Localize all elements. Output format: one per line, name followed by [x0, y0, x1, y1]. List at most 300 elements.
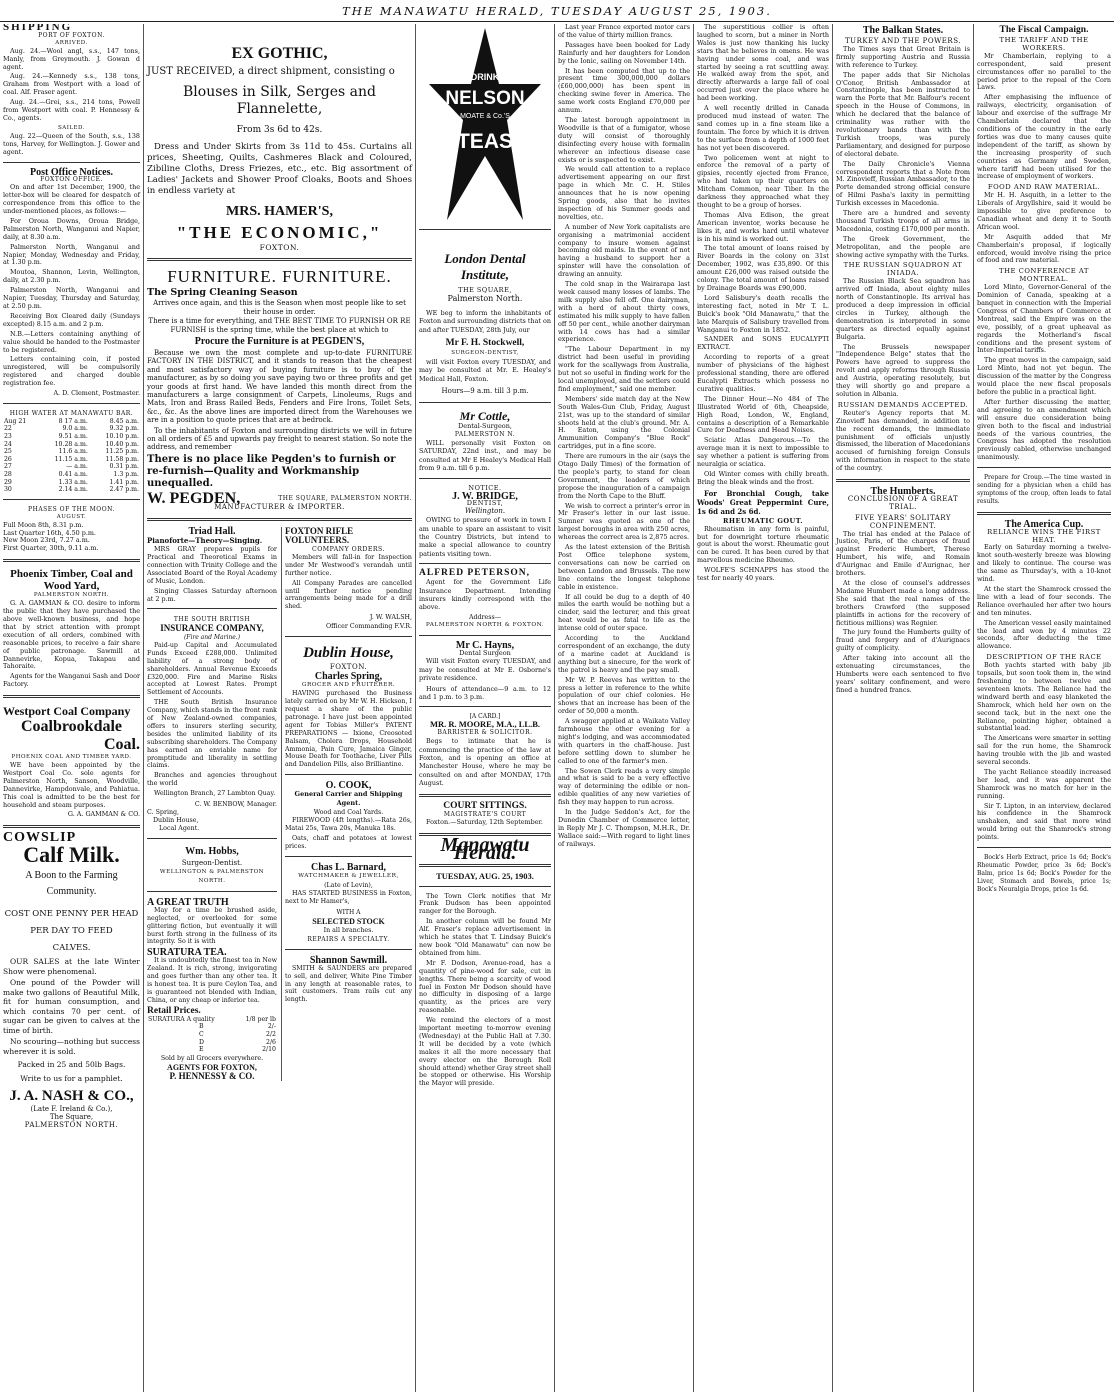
bridge-town: Wellington. [464, 507, 506, 516]
hobbs-towns: WELLINGTON & PALMERSTON NORTH. [159, 868, 265, 884]
furniture-title: FURNITURE. FURNITURE. [167, 267, 392, 286]
page-header [0, 0, 1114, 22]
news-paragraph: After emphasising the influence of railways, electricity, organisation of labour and exercise of the suffrage Mr Chamberlain declared that the conditions of the country in the early forties was due to many causes quite independent of the tariff, as shown by the increasing prosperity of such countries as Germany and Sweden, where tariff had been utilised for the increase of employment of workers. [977, 93, 1111, 181]
tide-table [3, 418, 140, 494]
lipton-text: Sir T. Lipton, in an interview, declared his confidence in the Shamrock unshaken, and said that more wind would bring out the Shamrock's strong points. [977, 801, 1111, 842]
tide-row [3, 418, 140, 426]
news-paragraph: As the latest extension of the British Post Office telephone system, conversations can now be carried on between London and Brussels. The new line contains the longest telephone cable in existence. [558, 543, 690, 591]
humberts-text: After taking into account all the extenuating circumstances, the Humberts were each sentenced to five years' solitary confinement, and were fined a hundred francs. [836, 654, 970, 694]
postmaster-sign: A. D. Clement, Postmaster. [53, 389, 140, 398]
cottle-text: WILL personally visit Foxton on SATURDAY, 22nd inst., and may be consulted at Mr E Healey's Medical Hall from 9 a.m. till 6 p.m. [419, 438, 551, 473]
barnard-sub: WATCHMAKER & JEWELLER, [298, 872, 399, 879]
sailed-heading: SAILED. [57, 124, 86, 131]
barnard-text: (Late of Levin), [324, 881, 373, 889]
sawmill-title: Shannon Sawmill. [309, 954, 388, 966]
stockwell-text: will visit Foxton every TUESDAY, and may be consulted at Mr. E. Healey's Medical Hall, Foxton. [419, 357, 551, 383]
rifle-sub: COMPANY ORDERS. [311, 545, 385, 553]
peterson-text: Agent for the Government Life Insurance Department. Intending insurers kindly correspond with the above. [419, 578, 551, 612]
tide-cell: 28 [4, 471, 12, 479]
arrival-notice: Aug. 24.—Kennedy s.s., 138 tons, Graham from Westport with a load of coal. Alf. Fraser agent. [3, 72, 140, 97]
phoenix-title: Phoenix Timber, Coal and Wood Yard, [10, 568, 133, 593]
triad-text: MRS GRAY prepares pupils for Practical and Theoretical Exams in connection with Trinity College and the Associated Board of the Royal Academy of Music, London. [147, 544, 277, 585]
procure-text: Because we own the most complete and up-to-date FURNITURE FACTORY IN THE DISTRICT, and it stands to reason that the cheapest and most satisfactory way of buying furniture is to buy of the manufacturer, as by so doing you save paying two or three profits and get your goods at first hand. We have landed this month direct from the manufacturers a large consignment of Carpets, Linoleums, Rugs and Mats, Iron and Brass Railed Beds, Fenders and Fire Irons, Toilet Sets, &c., &c. As the above lines are imported direct from the Warehouses we are in a position to quote prices that are at bedrock. [147, 349, 412, 425]
tide-row [3, 433, 140, 441]
london-dental-title: London Dental [444, 251, 526, 266]
truth-title: A GREAT TRUTH [147, 896, 229, 908]
tide-row [3, 456, 140, 464]
nelson-name: NELSON [445, 88, 525, 109]
stockwell-sub: SURGEON-DENTIST, [451, 350, 519, 357]
phoenix-location: PALMERSTON NORTH. [33, 592, 110, 599]
sbi-text: THE South British Insurance Company, which stands in the front rank of New Zealand-owned companies, offers to insurers sterling security, besides the unlimited liability of its subscribing shareholders. The Company has earned an enviable name for promptitude and liberality in settling claims. [147, 699, 277, 770]
humberts-sub: CONCLUSION OF A GREAT TRIAL. [847, 494, 959, 511]
nash-text: PALMERSTON NORTH. [24, 1121, 119, 1130]
port-heading: PORT OF FOXTON. [38, 31, 105, 39]
tide-cell: 2.14 a.m. [58, 486, 88, 494]
london-dental-title: Institute, [460, 267, 510, 282]
procure-text: To the inhabitants of Foxton and surrounding districts we will in future on all orders of £5 and upwards pay freight to nearest station. So note the address, and remember [147, 426, 412, 452]
column-6 [833, 24, 973, 1392]
news-paragraph: Lord Salisbury's death recalls the interesting fact, noted in Mr T. L. Buick's book "Old Manawatu," that the late Marquis of Salisbury travelled from Wanganui to Foxton in 1852. [697, 293, 829, 334]
dublin-title: Dublin House, [303, 645, 394, 662]
news-paragraph: Mr Chamberlain, replying to a correspondent, said present circumstances offer no parallel to the period prior to the repeal of the Corn Laws. [977, 51, 1111, 92]
tide-cell: 1.33 a.m. [58, 478, 88, 486]
russian-squadron-heading: THE RUSSIAN SQUADRON AT INIADA. [843, 261, 963, 278]
bridge-text: OWING to pressure of work in town I am unable to spare an assistant to visit the Country Districts, but intend to make a special allowance to country patients visiting town. [419, 516, 551, 558]
notice-heading: NOTICE. [468, 483, 502, 492]
column-2 [144, 24, 415, 1392]
conference-text: Lord Minto, Governor-General of the Dominion of Canada, speaking at a banquet in connection with the Imperial Congress of Chambers of Commerce at Montreal, said the Empire was on the eve, possibly, of a great upheaval as regards the Motherland's fiscal conditions and the present system of Inter-Imperial tariffs. [977, 283, 1111, 355]
sbi-text: Paid-up Capital and Accumulated Funds Exceed £288,000. Unlimited liability of a strong body of shareholders. Annual Revenue Exceeds £320,000. Fire and Marine Risks accepted at Lowest Rates. Prompt Settlement of Accounts. [147, 641, 277, 697]
conference-heading: THE CONFERENCE AT MONTREAL. [999, 267, 1089, 284]
editorial-paragraph: We remind the electors of a most important meeting to-morrow evening (Wednesday) at the Public Hall at 7.30. It will be decided by a vote (which makes it all the more necessary that every elector on the Borough Roll should attend) whether Gray street shall be stopped or otherwise. His Worship the Mayor will preside. [419, 1016, 551, 1088]
sailing-notice: Aug. 22—Queen of the South, s.s., 138 tons, Harvey, for Wellington. J. Gower and agent. [3, 131, 140, 156]
price-cell: C [199, 1030, 204, 1038]
haynes-text: Will visit Foxton every TUESDAY, and may be consulted at Mr E. Osborne's private residence. [419, 657, 551, 683]
cook-text: Oats, chaff and potatoes at lowest prices. [284, 835, 412, 850]
post-office-text: For Oroua Downs, Oroua Bridge, Palmerston North, Wanganui and Napier, daily, at 8.30 a.m. [3, 216, 140, 241]
price-row [147, 1031, 277, 1039]
procure-title: Procure the Furniture is at PEGDEN'S, [194, 336, 365, 347]
sbi-sub: (Fire and Marine.) [183, 633, 241, 641]
news-paragraph: We would call attention to a replace advertisement appearing on our first page in which Mr. C. H. Stiles announces that he is now opening Spring goods, also that he invites inspection of his Summer goods and novelties, etc. [558, 165, 690, 221]
tide-cell: 11.58 p.m. [105, 455, 139, 463]
sawmill-text: SMITH & SAUNDERS are prepared to sell, and deliver, White Pine Timber in any length at reasonable rates, to suit customers. Tram rails cut any length. [284, 964, 412, 1004]
fiscal-title: The Fiscal Campaign. [999, 25, 1089, 35]
suratura-text: It is undoubtedly the finest tea in New Zealand. It is rich, strong, invigorating and goes further than any other tea. It is honest tea. It is pure Ceylon Tea, and is guaranteed not blended with Indian, China, or any cheap or inferior tea. [147, 957, 277, 1004]
cook-yards: Wood and Coal Yards. [313, 809, 384, 817]
news-paragraph: The superstitious collier is often laughed to scorn, but a miner in North Wales is just now thanking his lucky stars that he believes in omens. He was having under some coal, and was started by seeing a rat scuttling away. He walked away from the spot, and directly afterwards a large fall of coal occurred just over the place where he had been working. [697, 24, 829, 103]
price-cell: D [199, 1038, 204, 1046]
tide-cell: 1.3 p.m. [113, 471, 139, 479]
ex-gothic-text: JUST RECEIVED, a direct shipment, consisting o [147, 66, 395, 77]
tide-cell: 23 [4, 433, 12, 441]
post-office-sub: FOXTON OFFICE. [40, 176, 103, 184]
cup-text: The American vessel easily maintained the lead and won by 4 minutes 22 seconds, after deducting the time allowance. [977, 618, 1111, 651]
column-3 [416, 24, 554, 1392]
london-square: THE SQUARE, [458, 286, 512, 294]
moore-name: MR. R. MOORE, M.A., LL.B. [429, 719, 541, 730]
news-paragraph: It has been computed that up to the present time 300,000,000 dollars (£60,000,000) has been spent in checking swine fever in America. The same work costs England £70,000 per annum. [558, 66, 690, 115]
news-paragraph: According to the Auckland correspondent of an exchange, the duty of a marine cadet at Auckland is anything but a sinecure, for the work of the patrol is heavy and the pay small. [558, 634, 690, 674]
tide-cell: 9.51 a.m. [58, 433, 88, 441]
price-table [147, 1016, 277, 1054]
news-paragraph: Old Winter comes with chilly breath. Bring the bleak winds and the frost. [697, 469, 829, 486]
balkan-paragraphs [836, 46, 970, 260]
sbi-title: INSURANCE COMPANY, [160, 622, 264, 633]
nash-text: (Late F. Ireland & Co.), [30, 1105, 113, 1114]
tide-cell: 11.25 p.m. [105, 448, 139, 456]
nelson-moate: MOATE & Co.'S [460, 113, 510, 120]
spring-title: The Spring Cleaning Season [147, 287, 298, 298]
sbi-local: Dublin House, [153, 817, 199, 824]
col2-right [281, 527, 412, 1081]
london-text: WE beg to inform the inhabitants of Foxton and surrounding districts that on and after TUESDAY, 28th July, our [419, 308, 551, 334]
calf-text: Packed in 25 and 50lb Bags. [17, 1060, 126, 1070]
nelson-star-logo [425, 24, 545, 224]
post-office-text: Moutoa, Shannon, Levin, Wellington, daily, at 2.30 p.m. [3, 268, 140, 285]
barnard-text: In all branches. [323, 926, 374, 934]
high-water-title: HIGH WATER AT MANAWATU BAR. [9, 409, 134, 417]
price-cell: 1/8 per lb [245, 1015, 276, 1023]
tide-cell: 8 17 a.m. [58, 417, 88, 425]
price-row [147, 1023, 277, 1031]
news-paragraph: The Times says that Great Britain is firmly supporting Austria and Russia with reference to Turkey. [836, 44, 970, 69]
cottle-name: Mr Cottle, [459, 409, 511, 424]
news-paragraph: The latest borough appointment in Woodville is that of a fumigator, whose duty will consist of thoroughly disinfecting every house with formalin wherever an infectious disease case exists or is suspected to exist. [558, 115, 690, 164]
post-office-title: Post Office Notices. [29, 166, 114, 178]
court-text: Foxton.—Saturday, 12th September. [426, 818, 543, 827]
reliance-heading: RELIANCE WINS THE FIRST HEAT. [987, 527, 1101, 544]
haynes-name: Mr C. Hayns, [455, 639, 515, 651]
calf-text: No scouring—nothing but success wherever it is sold. [3, 1037, 140, 1056]
westport-sub: PHOENIX COAL AND TIMBER YARD. [11, 754, 132, 761]
price-cell: SURATURA A quality [148, 1015, 215, 1023]
truth-text: May for a time be brushed aside, neglected, or overlooked for some glittering fiction, but eventually it will burst forth strong in the fullness of its integrity. So it is with [147, 906, 277, 946]
barnard-name: Chas L. Barnard, [310, 861, 386, 873]
bridge-name: J. W. BRIDGE, [452, 490, 518, 502]
tide-cell: 11.15 a.m. [54, 455, 88, 463]
race-text: The yacht Reliance steadily increased her lead, and it was apparent the Shamrock was no match for her in the running. [977, 767, 1111, 800]
barnard-stock: SELECTED STOCK [312, 916, 385, 926]
news-paragraph: According to reports of a great number of physicians of the highest professional standing, there are offered Eucalypti Extracts which possess no curative qualities. [697, 353, 829, 393]
grocers-note: Sold by all Grocers everywhere. [160, 1054, 264, 1062]
hennessy-name: P. HENNESSY & CO. [169, 1070, 255, 1081]
coal-title: Coal. [104, 736, 140, 754]
demands-heading: RUSSIAN DEMANDS ACCEPTED. [837, 400, 969, 409]
price-cell: 2/10 [262, 1046, 276, 1054]
peterson-name: ALFRED PETERSON, [419, 568, 531, 579]
sbi-local: C. Spring, [147, 809, 180, 817]
cup-text: At the start the Shamrock crossed the line with a lead of four seconds. The Reliance overhauled her after two hours and ten minutes. [977, 585, 1111, 617]
tide-cell: 30 [4, 486, 12, 494]
cook-name: O. COOK, [325, 780, 372, 792]
suratura-title: SURATURA TEA. [147, 947, 227, 959]
haynes-sub: Dental Surgeon [459, 648, 511, 657]
tide-cell: 10.40 p.m. [105, 440, 139, 448]
brussels-text: The Brussels newspaper "Independence Belge" states that the Powers have agreed to suppress the revolt and apply reforms through Russia and Austria, operating resolutely, but they will shortly go and prepare a solution in Albania. [836, 342, 970, 398]
conference-text: After further discussing the matter, and agreeing to an amendment which will ensure due consideration being given both to the fiscal and industrial needs of the various countries, the Congress has adopted the resolution previously cabled, otherwise unchanged unanimously. [977, 397, 1111, 462]
news-paragraph: The paper adds that Sir Nicholas O'Conor, British Ambassador at Constantinople, has been instructed to warn the Porte that Mr. Balfour's recent speech in the House of Commons, in which he declared that the balance of criminality was rather with the revolutionary bands than with the Turkish troops, was purely Parliamentary, and designed for purpose of electoral debate. [836, 70, 970, 158]
post-office-text: On and after 1st December, 1900, the letter-box will be cleared for despatch of correspondence from this office to the under-mentioned places, as follows:— [3, 183, 140, 216]
tide-cell: — a.m. [66, 463, 88, 471]
rheumatic-title: RHEUMATIC GOUT. [722, 516, 803, 525]
spring-name: Charles Spring, [314, 671, 383, 683]
barnard-repairs: REPAIRS A SPECIALTY. [307, 935, 390, 943]
peterson-address: PALMERSTON NORTH & FOXTON. [425, 621, 545, 628]
arrived-heading: ARRIVED. [55, 39, 88, 46]
americas-cup-title: The America Cup. [1004, 518, 1084, 530]
tide-row [3, 441, 140, 449]
price-cell: E [199, 1046, 204, 1054]
spring-business-text: HAVING purchased the Business lately carried on by Mr W. H. Hickson, I request a share of the public patronage. I have just been appointed agent for Tobias Miller's PATENT PREPARATIONS — Ixione, Creosoted Balsam, Cholera Drops, Household Ammonia, Pain Cure, Jamaica Ginger, Mouse Death for Toothache, Liver Pills and Dandelion Pills, also Brilliantine. [284, 690, 412, 769]
dublin-town: FOXTON. [329, 663, 368, 672]
calf-cost: CALVES. [52, 943, 91, 954]
hamer-name: MRS. HAMER'S, [226, 204, 333, 219]
tide-cell: 25 [4, 448, 12, 456]
race-text: The Americans were smarter in setting sail for the run home, the Shamrock having trouble with the jib and wasted several seconds. [977, 734, 1111, 767]
post-office-text: Palmerston North, Wanganui and Napier, Tuesday, Thursday and Saturday, at 2.50 p.m. [3, 286, 140, 310]
rifle-sign: J. W. WALSH, [369, 614, 412, 622]
post-office-text: Receiving Box Cleared daily (Sundays excepted) 8.15 a.m. and 2 p.m. [3, 311, 140, 328]
calf-cost: COST ONE PENNY PER HEAD [4, 909, 139, 920]
moon-phase: Full Moon 8th, 8.31 p.m. [3, 520, 84, 529]
tide-row [3, 486, 140, 494]
bock-advert: Bock's Herb Extract, price 1s 6d; Bock's Rheumatic Powder, price 3s 6d; Bock's Balm, price 1s 6d; Bock's Powder for the Liver, Stomach and Bowels, price 1s; Bock's Neuralgia Drops, price 1s 6d. [977, 854, 1111, 893]
russian-squadron-text: The Russian Black Sea squadron has arrived off Iniada, about eighty miles north of Constantinople. Its arrival has produced a deep impression in official circles in Turkey, although the demonstration is interpreted in some quarters as directed equally against Bulgaria. [836, 277, 970, 341]
sbi-text: Branches and agencies throughout the world [147, 772, 277, 788]
phoenix-text: Agents for the Wanganui Sash and Door Factory. [3, 672, 140, 689]
news-paragraph: Thomas Alva Edison, the great American inventor, works because he likes it, and works hard until whatever is in his mind is worked out. [697, 210, 829, 243]
cup-text: Early on Saturday morning a twelve-knot south-westerly breeze was blowing and likely to continue. The course was the same as Thursday's, with a 10-knot wind. [977, 543, 1111, 584]
arrival-notice: Aug. 24.—Grei, s.s., 214 tons, Powell from Westport with coal. P. Hennessy & Co., agents. [3, 98, 140, 122]
peterson-address: Address— [468, 613, 502, 621]
tide-cell: 29 [4, 478, 12, 486]
news-paragraph: The Greek Government, the Metropolitan, and the people are showing active sympathy with the Turks. [836, 234, 970, 259]
humberts-text: At the close of counsel's addresses Madame Humbert made a long address. She said that the real names of the brothers Crawford (the supposed plaintiffs in actions for the recovery of fictitious millions) was Regnier. [836, 579, 970, 627]
news-paragraph: If all could be dug to a depth of 40 miles the earth would be nothing but a cinder, said the lecturer, and this great heat would be as fatal to life as the intense cold of outer space. [558, 592, 690, 633]
tide-cell: 0.41 a.m. [58, 471, 88, 479]
hobbs-sub: Surgeon-Dentist. [181, 858, 243, 867]
tide-cell: 8.45 a.m. [109, 417, 139, 425]
tide-cell: 1.41 p.m. [109, 478, 139, 486]
tide-cell: 2.47 p.m. [109, 486, 139, 494]
news-paragraph: A swagger applied at a Waikato Valley farmhouse the other evening for a night's lodging, and was accommodated with quarters in the chaff-house. Just before settling down to slumber he called to one of the farmer's men. [558, 717, 690, 765]
cook-text: FIREWOOD (4ft lengths).—Rata 26s, Matai 25s, Tawa 20s, Manuka 18s. [284, 817, 412, 833]
tide-row [3, 463, 140, 471]
conference-text: The great moves in the campaign, said Lord Minto, had not yet begun. The discussion of the matter by the Congress would place the new fiscal proposals before the public in a practical light. [977, 356, 1111, 396]
post-office-text: Palmerston North, Wanganui and Napier, Monday, Wednesday and Friday, at 1.30 p.m. [3, 242, 140, 267]
news-paragraph: In the Judge Seddon's Act, for the Dunedin Chamber of Commerce letter, in Reply Mr J. C. Thompson, M.H.R., Dr. Wallace said:—With regard to light lines of railways. [558, 808, 690, 848]
edition-date: TUESDAY, AUG. 25, 1903. [436, 870, 534, 881]
westport-sign: G. A. GAMMAN & CO. [67, 810, 140, 819]
court-sub: MAGISTRATE'S COURT [443, 810, 527, 818]
economic-title: "THE ECONOMIC," [176, 223, 383, 242]
post-office-text: Letters containing coin, if posted unregistered, will be compulsorily registered and charged double registration fee. [3, 355, 140, 388]
card-label: [A CARD.] [469, 713, 501, 721]
news-paragraph: Last year France exported motor cars of the value of thirty million francs. [558, 24, 690, 39]
fiscal-paragraphs [977, 53, 1111, 182]
news-paragraph: Mr W. P. Reeves has written to the press a letter in reference to the white population of our chief colonies. He shows that an increase has been of the order of 50,000 a month. [558, 675, 690, 716]
nash-title: J. A. NASH & CO., [9, 1088, 134, 1105]
food-text: Mr Asquith added that Mr Chamberlain's proposal, if logically enforced, would involve rising the price of food and raw material. [977, 232, 1111, 265]
economic-town: FOXTON. [259, 243, 300, 252]
news-paragraph: Members' side match day at the New South Wales-Gun Club, Friday, August 21st, was up to the standard of similar shoots held at the club's ground. Mr. A. H. Eaton, using the Colonial Ammunition Company's "Blue Rock" cartridges, put in a fine score. [558, 394, 690, 451]
price-cell: 2/6 [266, 1038, 276, 1046]
spring-sub: GROCER AND FRUITERER. [301, 682, 396, 689]
sbi-local: Local Agent. [159, 824, 200, 832]
tide-cell: 22 [4, 425, 12, 433]
stockwell-name: Mr F. H. Stockwell, [445, 338, 525, 349]
calf-cost: PER DAY TO FEED [30, 926, 113, 937]
rifle-text: Members will fall-in for Inspection under Mr Westwood's verandah until further notice. [284, 553, 412, 577]
news-paragraph: Passages have been booked for Lady Rainfurly and her daughters for London by the Ionic, sailing on November 14th. [558, 40, 690, 65]
tariff-heading: THE TARIFF AND THE WORKERS. [999, 36, 1089, 52]
news-paragraph: A well recently drilled in Canada produced mud instead of water. The sand comes up in a fine steam like a fountain. The force by which it is driven to the surface from a depth of 1000 feet has not yet been discovered. [697, 104, 829, 152]
news-paragraph: We wish to correct a printer's error in Mr Fraser's letter in our last issue. Sumner was quoted as one of the largest boroughs in area with 250 acres, whereas the correct area is 2,875 acres. [558, 501, 690, 542]
editorial-paragraph: The Town Clerk notifies that Mr Frank Dudson has been appointed ranger for the Borough. [419, 891, 551, 916]
balkan-title: The Balkan States. [862, 25, 944, 36]
phoenix-text: G. A. GAMMAN & CO. desire to inform the public that they have purchased the above well-known business, and hope that by strict attention with prompt execution of all orders, combined with reasonable prices, to receive a fair share of public patronage. Sawmill at Dannevirke, Kopua, Takapau and Tahoraite. [3, 599, 140, 671]
news-paragraph: SANDER and SONS EUCALYPTI EXTRACT. [697, 335, 829, 352]
shipping-title: SHIPPING [3, 24, 73, 33]
col2-left [147, 527, 277, 1081]
food-text: Mr H. H. Asquith, in a letter to the Liberals of Argyllshire, said it would be impossible to give preference to Canadian wheat and deny it to South African wool. [977, 191, 1111, 231]
sbi-sign: C. W. BENBOW, Manager. [194, 801, 277, 809]
tide-cell: 11.6 a.m. [58, 448, 88, 456]
barnard-text: HAS STARTED BUSINESS in Foxton, next to Mr Hamer's, [284, 889, 412, 905]
editorial-paragraph: Mr F. Dodson, Avenue-road, has a quantity of pine-wood for sale, cut in lengths. There being a scarcity of wood fuel in Foxton Mr Dodson should have no difficulty in disposing of a large quantity, as the prices are very reasonable. [419, 958, 551, 1015]
price-cell: 2/2 [266, 1030, 276, 1038]
triad-text: Singing Classes Saturday afternoon at 2 p.m. [147, 586, 277, 603]
demands-text: Reuter's Agency reports that M. Zinovieff has demanded, in addition to the recent demands, the immediate punishment of officials unjustly dismissed, the liberation of Macedonians accused of furnishing foreign Consuls with information in respect to the state of the country. [836, 408, 970, 473]
price-row [147, 1016, 277, 1024]
pegden-name: W. PEGDEN, [147, 489, 241, 507]
news-paragraph: The Sowen Clerk reads a very simple and what is said to be a very effective way of determining the edible or non-edible qualities of any new varieties of fish they may happen to run across. [558, 766, 690, 807]
post-office-text: N.B.—Letters containing anything of value should be handed to the Postmaster to be registered. [3, 329, 140, 354]
tide-cell: 24 [4, 440, 12, 448]
news-paragraph: There are a hundred and seventy thousand Turkish troops of all arms in Macedonia, costing £170,000 per month. [836, 209, 970, 233]
news-paragraph: "The Labour Department in my district had been useful in providing work for the scallywags from Australia, but not so useful in finding work for the local unemployed, and the settlers could find employment," said one member. [558, 345, 690, 393]
tide-cell: Aug 21 [4, 417, 27, 425]
news-paragraph: There are rumours in the air (says the Otago Daily Times) of the formation of the people's party, to stand for clean Government, the leaders of which propose the inauguration of a campaign from the North Cape to the Bluff. [558, 452, 690, 500]
barnard-text: WITH A [336, 908, 361, 916]
pegden-slogan: There is no place like Pegden's to furnish or re-furnish—Quality and Workmanship unequalled. [147, 453, 396, 489]
news-paragraph: The Daily Chronicle's Vienna correspondent reports that a Note from M. Zinovieff, Russian Ambassador, to the Porte demanded strong official censure of Hilmi Pasha's laxity in permitting Turkish excesses in Macedonia. [836, 159, 970, 208]
column-7 [974, 24, 1114, 1392]
cook-sub: General Carrier and Shipping Agent. [294, 790, 403, 808]
moore-sub: BARRISTER & SOLICITOR. [437, 729, 533, 737]
nelson-teas: TEAS [456, 130, 514, 153]
tide-cell: 0.31 p.m. [109, 463, 139, 471]
tide-row [3, 479, 140, 487]
spring-text: Arrives once again, and this is the Season when most people like to set their house in order. [153, 299, 406, 316]
cottle-town: PALMERSTON N. [454, 431, 516, 439]
editorial-paragraph: In another column will be found Mr Alf. Fraser's replace advertisement in which he states that T. Lindsay Buick's new book "Old Manawatu" can now be obtained from him. [419, 917, 551, 957]
ex-gothic-title: EX GOTHIC, [231, 45, 328, 62]
spring-text: There is a time for everything, and THE BEST TIME TO FURNISH OR RE FURNISH is the spring time, while the best place at which to [148, 317, 411, 334]
moon-phase: New Moon 23rd, 7.27 a.m. [3, 536, 90, 545]
news-paragraphs [558, 24, 690, 849]
arrival-notice: Aug. 24.—Wool angl, s.s., 147 tons, Manly, from Greymouth. J. Gowan d agent. [3, 46, 140, 71]
tide-cell: 10.10 p.m. [105, 433, 139, 441]
rifle-sign: Officer Commanding F.V.R. [326, 623, 412, 631]
humberts-sub: FIVE YEARS' SOLITARY CONFINEMENT. [855, 513, 951, 530]
tide-cell: 10.28 a.m. [54, 440, 88, 448]
news-paragraph: Two policemen went at night to enforce the removal of a party of gipsies, recently ejected from France, who had taken up their quarters on Mitcham Common, near Tiber. In the darkness they approached what they thought to be a group of horses. [697, 153, 829, 209]
calf-boon: A Boon to the Farming Community. [25, 870, 118, 898]
tide-row [3, 448, 140, 456]
race-text: Both yachts started with baby jib topsails, but soon took them in, the wind freshening to between twelve and seventeen knots. The Reliance had the windward berth and easy blanketed the Shamrock, which held her own on the second tack, but in the next one the Reliance, pointing higher, obtained a substantial lead. [977, 661, 1111, 733]
peppermint-advert: For Bronchial Cough, take Woods' Great Peppermint Cure, 1s 6d and 2s 6d. [697, 488, 829, 516]
news-paragraph: The cold snap in the Wairarapa last week caused many losses of lambs. The milk supply also fell off. One dairyman, with a herd of about thirty cows, estimated his milk supply to have fallen off 50 per cent., while another dairyman with 14 cows has had a similar experience. [558, 280, 690, 344]
column-5 [694, 24, 832, 1392]
tide-cell: 26 [4, 455, 12, 463]
humberts-text: The jury found the Humberts guilty of fraud and forgery and of d'Aurignacs guilty of complicity. [836, 628, 970, 653]
pegden-address: THE SQUARE, PALMERSTON NORTH. [278, 494, 412, 502]
calf-milk-title: Calf Milk. [23, 842, 120, 868]
humberts-text: The trial has ended at the Palace of Justice, Paris, of the charges of fraud against Frederic Humbert, Therese Humbert, his wife, and Romain d'Aurignac and Emile d'Aurignac, her brothers. [836, 529, 970, 578]
london-town: Palmerston North. [447, 293, 523, 303]
tide-cell: 9.0 a.m. [62, 425, 88, 433]
tide-cell: 9.32 p.m. [109, 425, 139, 433]
court-title: COURT SITTINGS. [443, 800, 527, 811]
westport-text: WE have been appointed by the Westport Coal Co. sole agents for Palmerston North, Sanson, Woodville, Dannevirke, Hampdonvale, and Pahiatua. This coal is admitted to be the best for household and steam purposes. [3, 761, 140, 809]
moon-title: PHASES OF THE MOON. [28, 505, 115, 513]
tide-cell: 27 [4, 463, 12, 471]
tide-row [3, 425, 140, 433]
haynes-text: Hours of attendance—9 a.m. to 12 and 1 p.m. to 3 p.m. [419, 684, 551, 702]
sbi-text: Wellington Branch, 27 Lambton Quay. [154, 790, 276, 798]
price-row [147, 1046, 277, 1054]
cowslip-title: COWSLIP [3, 830, 77, 846]
column-1 [0, 24, 143, 1392]
retail-title: Retail Prices. [147, 1005, 201, 1016]
blouses-title: Blouses in Silk, Serges and Flannelette, [183, 84, 376, 117]
news-paragraphs [697, 24, 829, 487]
header-title: THE MANAWATU HERALD, TUESDAY AUGUST 25, 1903. [342, 4, 772, 18]
rheumatic-text: Rheumatism in any form is painful, but for downright torture rheumatic gout is about the worst. Rheumatic gout can be cured. It has been cured by that marvellous medicine Rheumo. [697, 524, 829, 565]
masthead: Manawatu Herald. [440, 833, 530, 864]
stockwell-hours: Hours—9 a.m. till 3 p.m. [441, 387, 529, 396]
sbi-title: THE SOUTH BRITISH [173, 615, 251, 623]
moore-text: Begs to intimate that he is commencing the practice of the law at Foxton, and is opening an office at Manchester House, where he may be consulted on and after MONDAY, 17th August. [419, 737, 551, 788]
calf-text: Write to us for a pamphlet. [20, 1074, 123, 1084]
calf-text: One pound of the Powder will make two gallons of Beautiful Milk, fit for human consumption, and which contains 70 per cent. of sugar can be given to calves at the time of birth. [3, 978, 140, 1035]
calf-text: OUR SALES at the late Winter Show were phenomenal. [3, 957, 140, 976]
price-cell: 2/- [267, 1023, 276, 1031]
rifle-title: FOXTON RIFLE VOLUNTEERS. [284, 525, 354, 545]
triad-sub: Pianoforte—Theory—Singing. [147, 535, 263, 545]
blouses-price: From 3s 6d to 42s. [236, 125, 323, 135]
news-paragraph: Sciatic Atlas Dangerous.—To the average man it is next to impossible to say whether a patient is suffering from neuralgia or sciatica. [697, 436, 829, 469]
news-paragraph: The Dinner Hour.—No 484 of The Illustrated World of 6th, Cheapside, High Road, London, W., England, contains a description of a Remarkable Cure for Deafness and Head Noises. [697, 394, 829, 435]
turkey-sub: TURKEY AND THE POWERS. [845, 37, 961, 45]
nelson-drink: DRINK [470, 72, 500, 82]
triad-title: Triad Hall. [188, 525, 236, 537]
rifle-text: All Company Parades are cancelled until further notice pending arrangements being made for a drill shed. [284, 579, 412, 611]
moon-sub: AUGUST. [56, 513, 87, 520]
news-paragraph: The total amount of loans raised by River Boards in the colony on 31st December, 1902, was £35,890. Of this amount £26,000 was raised outside the colony. The total amount of loans raised by Drainage Boards was £90,000. [697, 244, 829, 292]
moon-phase: First Quarter, 30th, 9.11 a.m. [3, 544, 99, 553]
croup-advert: Prepare for Croup.—The time wasted in sending for a physician when a child has symptoms of the croup, often leads to fatal results. [977, 474, 1111, 505]
agents-title: AGENTS FOR FOXTON, [167, 1062, 257, 1072]
nash-text: The Square, [49, 1113, 94, 1122]
dress-text: Dress and Under Skirts from 3s 11d to 45s. Curtains all prices, Sheeting, Quilts, Cashmeres Black and Coloured, Zibiline Cloths, Dress Friezes, etc., etc. Big assortment of Ladies' Jackets and Shower Proof Cloaks, Boots and Shoes in endless variety at [147, 142, 412, 196]
humberts-title: The Humberts. [870, 486, 936, 498]
coalbrookdale: Coalbrookdale [20, 718, 123, 736]
bridge-sub: DENTIST, [466, 499, 504, 508]
